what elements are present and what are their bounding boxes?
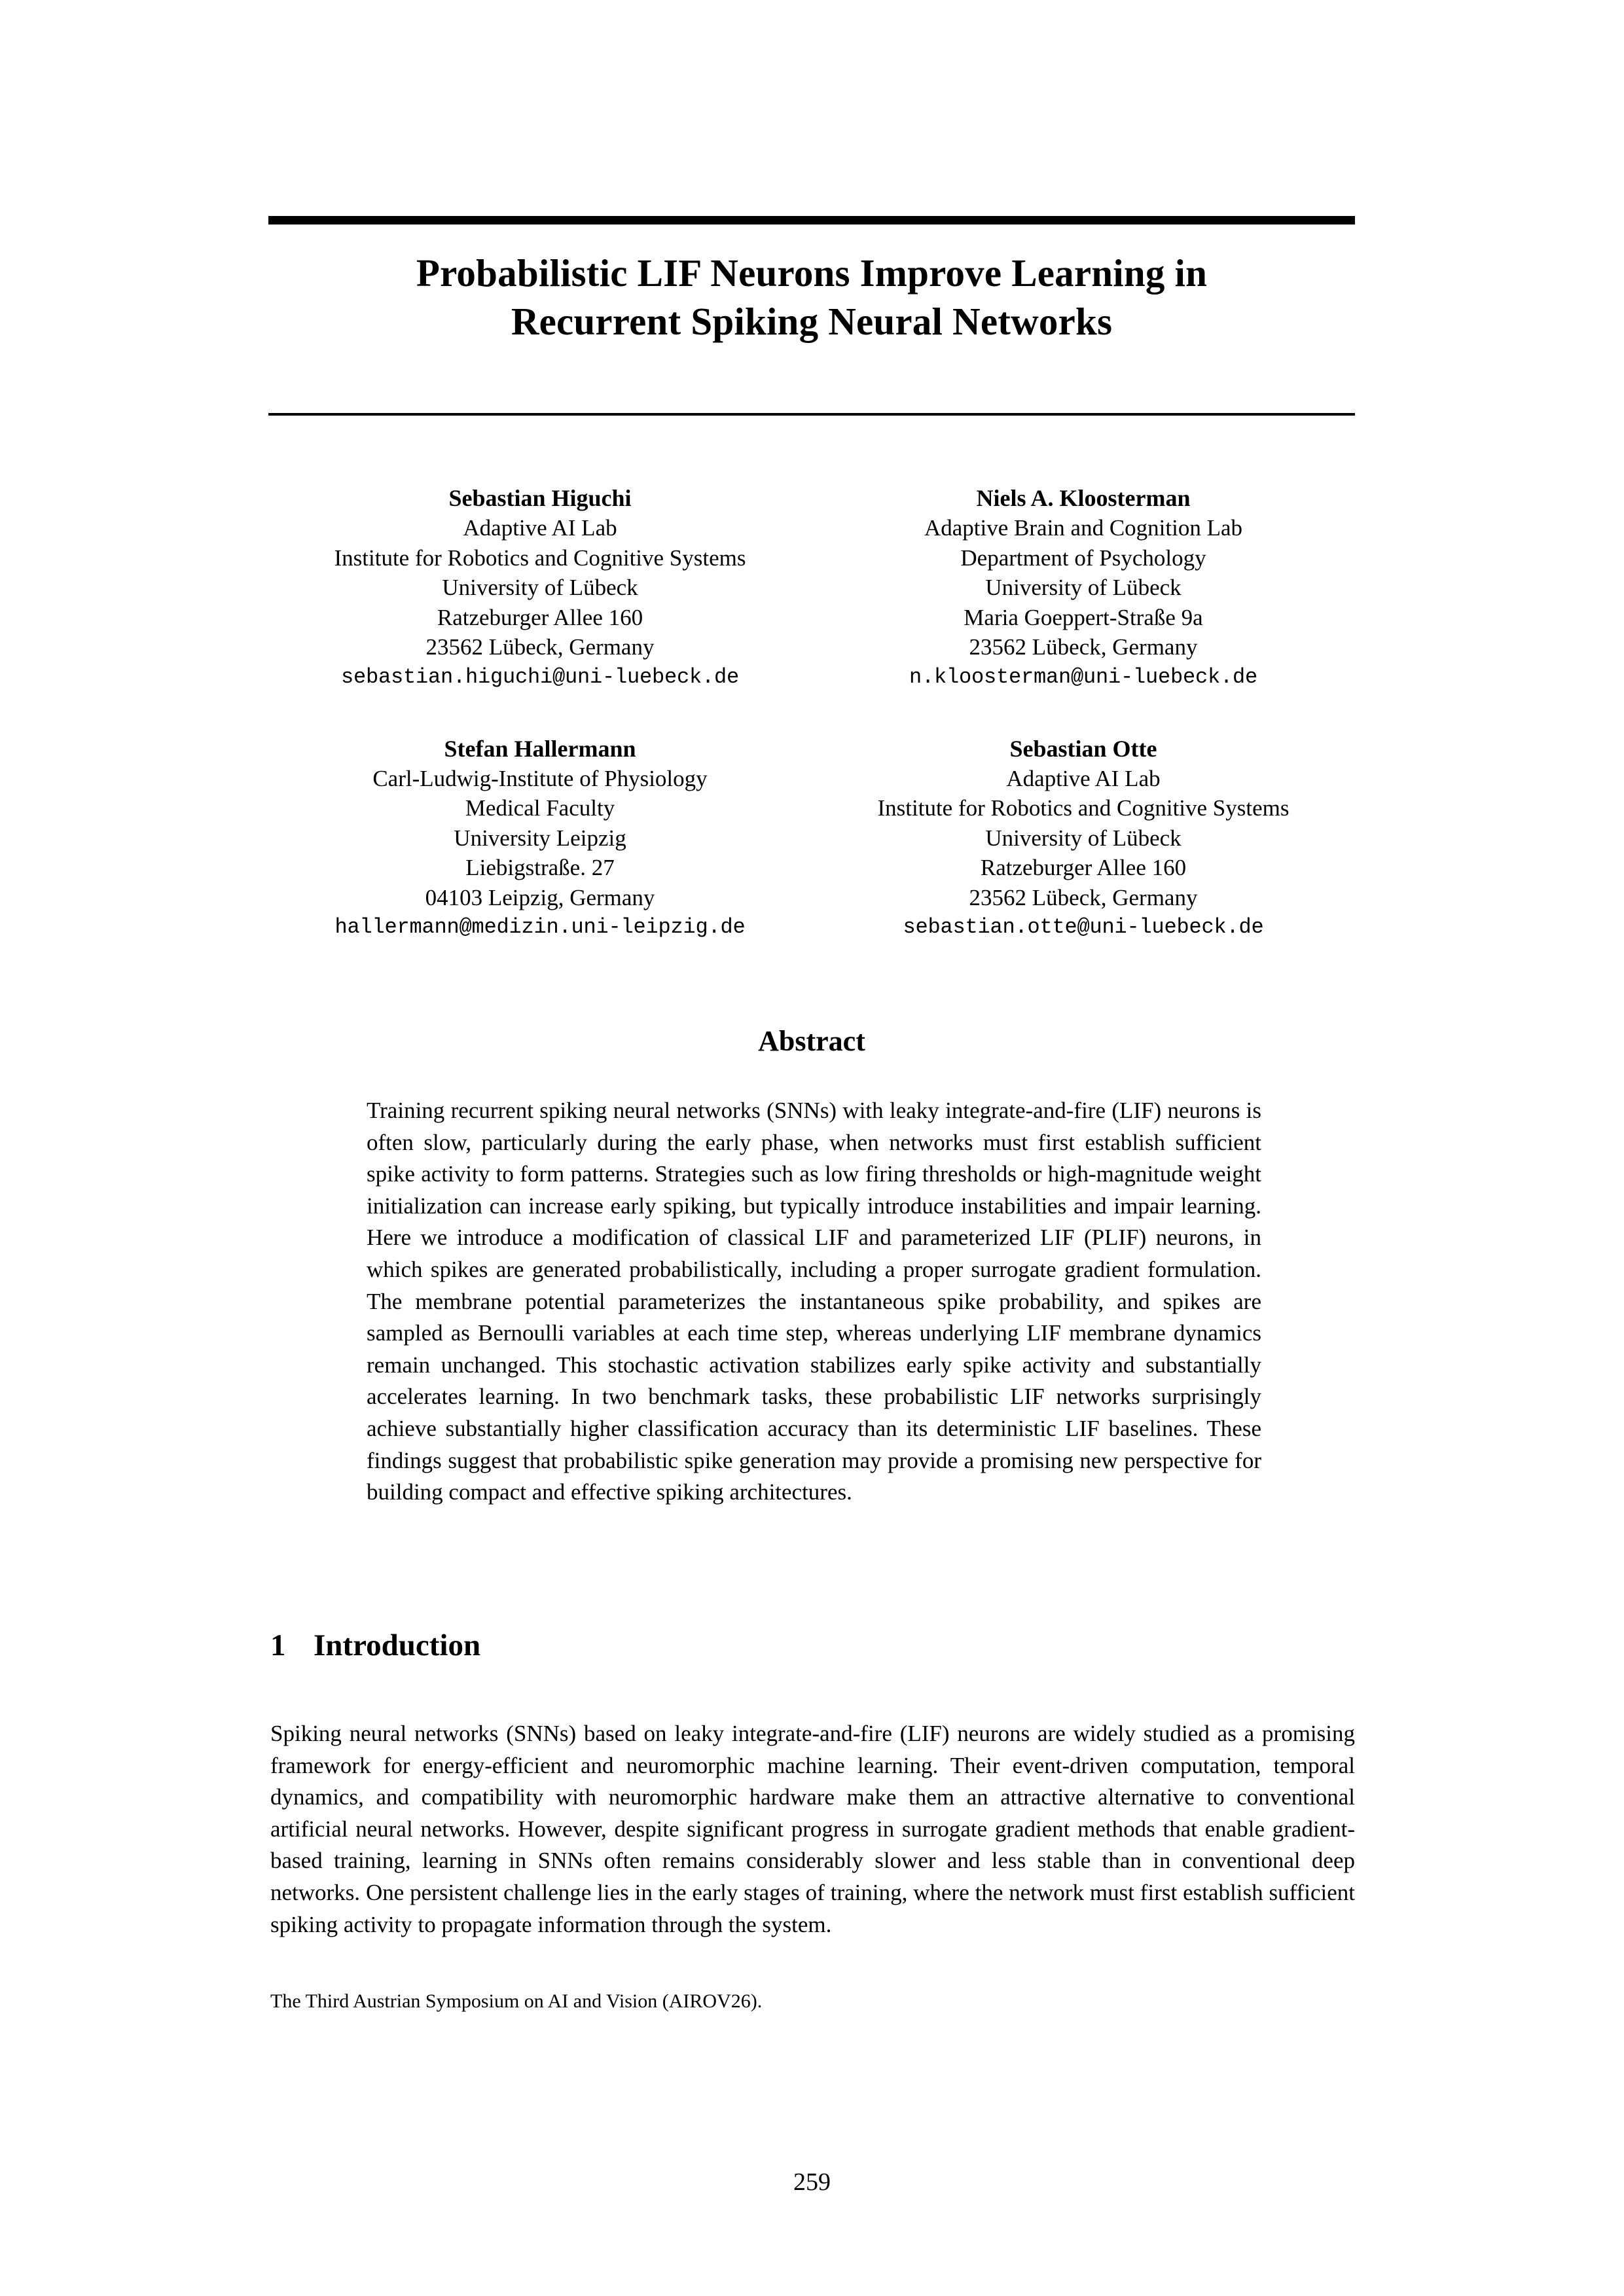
- author-affiliation-line: 23562 Lübeck, Germany: [969, 884, 1198, 910]
- author-otte: [812, 734, 1355, 943]
- author-row-2: [268, 734, 1355, 943]
- abstract-body: Training recurrent spiking neural networks (SNNs) with leaky integrate-and-fire (LIF) neurons is often slow, particularly during the early phase, when networks must first establish sufficient spike activity to form patterns. Strategies such as low firing thresholds or high-magnitude weight initialization can increase early spiking, but typically introduce instabilities and impair learning. Here we introduce a modification of classical LIF and parameterized LIF (PLIF) neurons, in which spikes are generated probabilistically, including a proper surrogate gradient formulation. The membrane potential parameterizes the instantaneous spike probability, and spikes are sampled as Bernoulli variables at each time step, whereas underlying LIF membrane dynamics remain unchanged. This stochastic activation stabilizes early spike activity and substantially accelerates learning. In two benchmark tasks, these probabilistic LIF networks surprisingly achieve substantially higher classification accuracy than its deterministic LIF baselines. These findings suggest that probabilistic spike generation may provide a promising new perspective for building compact and effective spiking architectures.: [367, 1098, 1261, 1505]
- author-higuchi: [268, 483, 812, 692]
- author-affiliation-line: Institute for Robotics and Cognitive Systems: [877, 795, 1290, 821]
- section-number: 1: [270, 1628, 286, 1662]
- title-line-2: Recurrent Spiking Neural Networks: [511, 300, 1113, 343]
- page-title: [268, 249, 1355, 346]
- title-rule-thin: [268, 413, 1355, 416]
- author-affiliation-line: Institute for Robotics and Cognitive Systems: [334, 545, 746, 571]
- author-affiliation-line: University of Lübeck: [985, 825, 1182, 851]
- author-email[interactable]: n.kloosterman@uni-luebeck.de: [909, 664, 1258, 689]
- abstract-heading: Abstract: [758, 1025, 865, 1057]
- author-affiliation-line: Adaptive Brain and Cognition Lab: [924, 515, 1243, 541]
- author-email[interactable]: sebastian.higuchi@uni-luebeck.de: [340, 664, 740, 689]
- author-affiliation-line: 23562 Lübeck, Germany: [425, 634, 655, 660]
- author-row-1: [268, 483, 1355, 692]
- author-name: Stefan Hallermann: [444, 735, 636, 762]
- author-affiliation-line: University of Lübeck: [985, 575, 1182, 600]
- author-name: Sebastian Higuchi: [448, 485, 632, 511]
- page-number: 259: [793, 2168, 831, 2196]
- author-affiliation-line: Department of Psychology: [960, 545, 1206, 571]
- author-name: Niels A. Kloosterman: [976, 485, 1191, 511]
- author-affiliation-line: Ratzeburger Allee 160: [980, 855, 1187, 880]
- author-affiliation-line: University Leipzig: [454, 825, 626, 851]
- author-affiliation-line: Carl-Ludwig-Institute of Physiology: [372, 765, 708, 791]
- author-kloosterman: [812, 483, 1355, 692]
- author-affiliation-line: Ratzeburger Allee 160: [437, 604, 643, 630]
- author-affiliation-line: Adaptive AI Lab: [1006, 765, 1161, 791]
- author-affiliation-line: Maria Goeppert-Straße 9a: [964, 604, 1203, 630]
- author-name: Sebastian Otte: [1009, 735, 1157, 762]
- introduction-paragraph: Spiking neural networks (SNNs) based on leaky integrate-and-fire (LIF) neurons are widely studied as a promising framework for energy-efficient and neuromorphic machine learning. Their event-driven computation, temporal dynamics, and compatibility with neuromorphic hardware make them an attractive alternative to conventional artificial neural networks. However, despite significant progress in surrogate gradient methods that enable gradient-based training, learning in SNNs often remains considerably slower and less stable than in conventional deep networks. One persistent challenge lies in the early stages of training, where the network must first establish sufficient spiking activity to propagate information through the system.: [270, 1721, 1355, 1937]
- author-affiliation-line: 23562 Lübeck, Germany: [969, 634, 1198, 660]
- section-title: Introduction: [314, 1628, 481, 1662]
- author-affiliation-line: Medical Faculty: [465, 795, 615, 821]
- author-affiliation-line: Adaptive AI Lab: [463, 515, 617, 541]
- author-hallermann: [268, 734, 812, 943]
- author-email[interactable]: hallermann@medizin.uni-leipzig.de: [334, 915, 746, 939]
- header-rule-thick: [268, 216, 1355, 224]
- author-affiliation-line: University of Lübeck: [442, 575, 638, 600]
- author-email[interactable]: sebastian.otte@uni-luebeck.de: [903, 915, 1264, 939]
- author-block: [268, 483, 1355, 942]
- author-affiliation-line: 04103 Leipzig, Germany: [425, 884, 655, 910]
- footnote: The Third Austrian Symposium on AI and Vision (AIROV26).: [270, 1990, 763, 2012]
- title-line-1: Probabilistic LIF Neurons Improve Learning in: [416, 251, 1208, 295]
- author-affiliation-line: Liebigstraße. 27: [465, 855, 615, 880]
- section-heading-introduction: [270, 1628, 480, 1663]
